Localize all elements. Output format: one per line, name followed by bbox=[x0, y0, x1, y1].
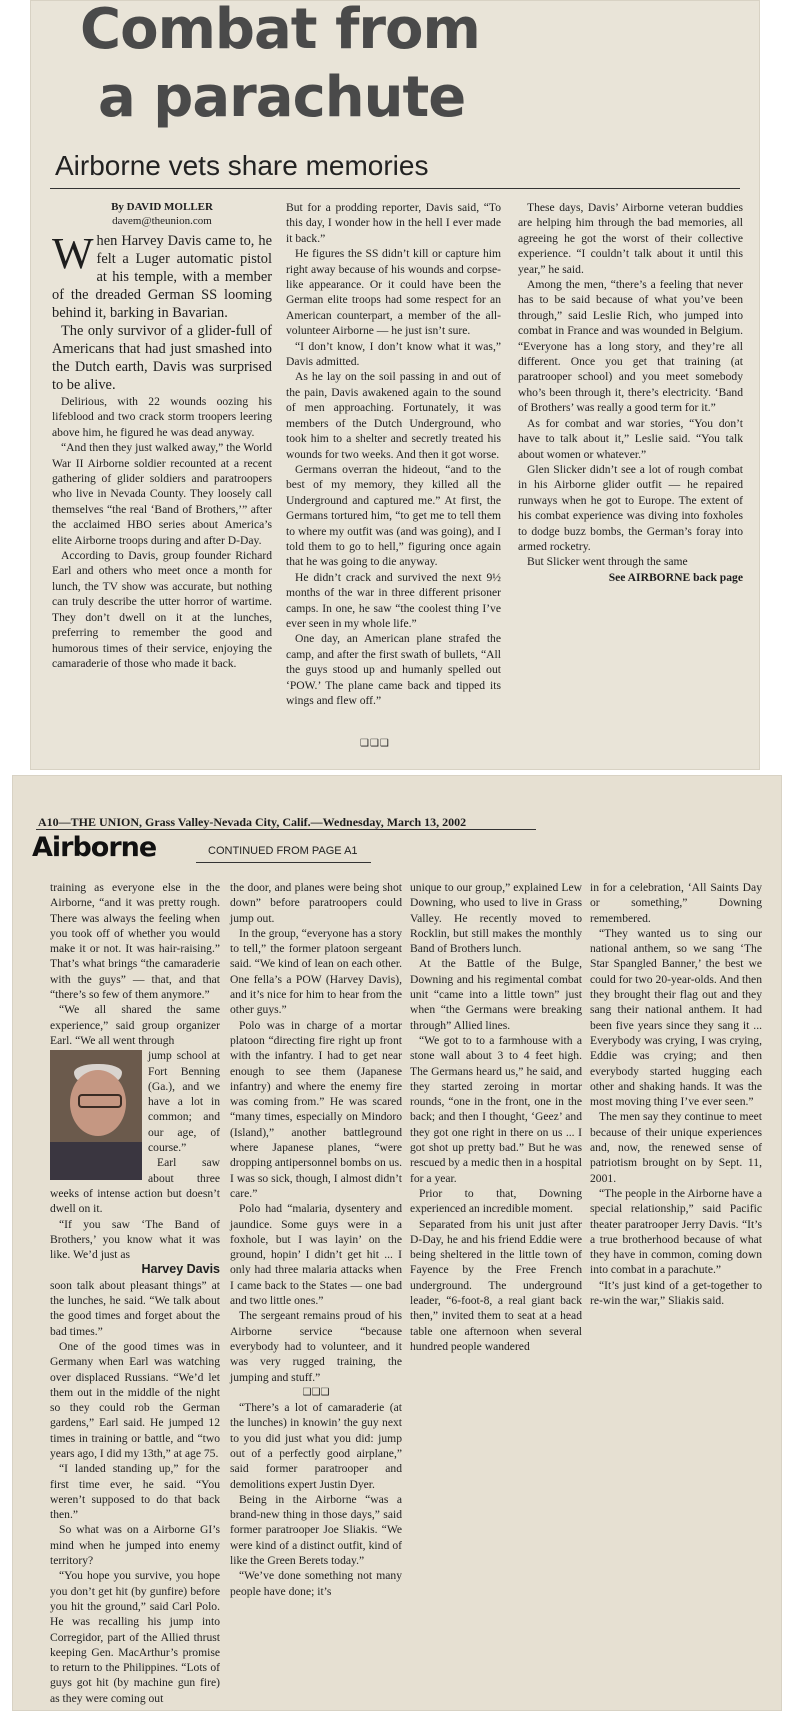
paragraph: The sergeant remains proud of his Airborne service “because everybody had to volunteer, and it was very rugged training, the jumping and stuff.” bbox=[230, 1309, 402, 1384]
headline-line-1: Combat from bbox=[80, 0, 480, 62]
deck-rule bbox=[50, 188, 740, 189]
paragraph: So what was on a Airborne GI’s mind when he jumped into enemy territory? bbox=[50, 1523, 220, 1568]
lede-paragraph: When Harvey Davis came to, he felt a Luger automatic pistol at his temple, with a member of the dreaded German SS looming behind it, barking in Bavarian. bbox=[52, 229, 272, 321]
paragraph: Among the men, “there’s a feeling that never has to be said because of what you’ve been through,” said Leslie Rich, who jumped into combat in France and was wounded in Belgium. “Everyone has a long story, and they’re all different. Once you get that training (at paratrooper school) and you meet somebody who’s been through it, there’s electricity. ‘Band of Brothers’ was really a good term for it.” bbox=[518, 278, 743, 415]
continued-column-4 bbox=[590, 880, 762, 1308]
pull-paragraph: The only survivor of a glider-full of Americans that had just smashed into the Dutch earth, Davis was surprised to be alive. bbox=[52, 323, 272, 393]
end-dingbat: ❑❑❑ bbox=[360, 738, 390, 749]
article-column-2 bbox=[286, 200, 501, 708]
harvey-davis-photo bbox=[50, 1050, 142, 1180]
paragraph: “We’ve done something not many people have done; it’s bbox=[230, 1569, 402, 1598]
paragraph: Separated from his unit just after D-Day, he and his friend Eddie were being sheltered in the little town of Fayence by the Free French underground. The underground leader, “6-foot-8, a real giant back then,” invited them to seat at a head table one afternoon when several hundred people wandered bbox=[410, 1217, 582, 1353]
front-page-clipping bbox=[30, 0, 760, 770]
paragraph: unique to our group,” explained Lew Downing, who used to live in Grass Valley. He recently moved to Rocklin, but still makes the monthly Band of Brothers lunch. bbox=[410, 881, 582, 956]
paragraph: Prior to that, Downing experienced an incredible moment. bbox=[410, 1186, 582, 1216]
author-email: davem@theunion.com bbox=[112, 215, 212, 227]
paragraph: jump school at Fort Benning (Ga.), and we have a lot in common; and our age, of course.” bbox=[148, 1049, 220, 1155]
paragraph: “The people in the Airborne have a special relationship,” said Pacific theater paratrooper Jerry Davis. “It’s a true brotherhood because of what they have in common, coming down into combat in a parachute.” bbox=[590, 1186, 762, 1277]
page-folio: A10—THE UNION, Grass Valley-Nevada City, Calif.—Wednesday, March 13, 2002 bbox=[38, 815, 467, 829]
paragraph: Polo was in charge of a mortar platoon “directing fire right up front with the infantry. I had to get near enough to see them (Japanese infantry) and where the enemy fire was coming from.” He was scared “many times, especially on Mindoro (Island),” another battleground where Japanese planes, “were dropping antipersonnel bombs on us. I was so sick, though, I almost didn’t care.” bbox=[230, 1018, 402, 1200]
photo-caption: Harvey Davis bbox=[141, 1262, 220, 1277]
paragraph: Earl saw about three weeks of intense action but doesn’t dwell on it. bbox=[50, 1156, 220, 1216]
paragraph: “You hope you survive, you hope you don’t get hit (by gunfire) before you hit the ground,” said Carl Polo. He was recalling his jump into Corregidor, part of the Allied thrust keeping Gen. MacArthur’s promise to return to the Philippines. “Lots of guys got hit (by machine gun fire) as they were coming out bbox=[50, 1569, 220, 1705]
paragraph: The men say they continue to meet because of their unique experiences and, now, the renewed sense of patriotism brought on by Sept. 11, 2001. bbox=[590, 1110, 762, 1185]
paragraph: As he lay on the soil passing in and out of the pain, Davis awakened again to the sound of men approaching. Fortunately, it was members of the Dutch Underground, who took him to a shelter and secretly treated his wounds for two weeks. And then it got worse. bbox=[286, 370, 501, 461]
drop-cap: W bbox=[52, 229, 94, 278]
paragraph: But Slicker went through the same bbox=[527, 555, 688, 569]
continued-column-2 bbox=[230, 880, 402, 1599]
paragraph: He figures the SS didn’t kill or capture him right away because of his wounds and corpse-like appearance. Or it could have been the German elite troops had some respect for an American counterpart, a member of the all-volunteer Airborne — he just isn’t sure. bbox=[286, 247, 501, 338]
paragraph: soon talk about pleasant things” at the lunches, he said. “We talk about the good times and forget about the bad times.” bbox=[50, 1278, 220, 1338]
paragraph: “We all shared the same experience,” said group organizer Earl. “We all went through bbox=[50, 1003, 220, 1047]
paragraph: Polo had “malaria, dysentery and jaundice. Some guys were in a foxhole, but I was layin’ on the ground, hopin’ I didn’t get hit ... I only had three malaria attacks when I came back to the States — one bad and two little ones.” bbox=[230, 1202, 402, 1308]
paragraph: “I landed standing up,” for the first time ever, he said. “You weren’t supposed to do that back then.” bbox=[50, 1462, 220, 1522]
headline-line-2: a parachute bbox=[98, 65, 466, 130]
paragraph: in for a celebration, ‘All Saints Day or something,” Downing remembered. bbox=[590, 881, 762, 925]
paragraph: “It’s just kind of a get-together to re-win the war,” Sliakis said. bbox=[590, 1278, 762, 1308]
paragraph: He didn’t crack and survived the next 9½ months of the war in three different prisoner camps. In one, he saw “the coolest thing I’ve ever seen in my whole life.” bbox=[286, 570, 501, 630]
continued-column-1 bbox=[50, 880, 220, 1706]
paragraph: Being in the Airborne “was a brand-new thing in those days,” said former paratrooper Joe Sliakis. “We were kind of a distinct outfit, kind of like the Green Berets today.” bbox=[230, 1492, 402, 1568]
paragraph: “I don’t know, I don’t know what it was,” Davis admitted. bbox=[286, 339, 501, 369]
deck-headline: Airborne vets share memories bbox=[55, 150, 429, 181]
paragraph: At the Battle of the Bulge, Downing and his regimental combat unit “came into a little town” just when “the Germans were breaking through” Allied lines. bbox=[410, 957, 582, 1032]
continued-rule bbox=[196, 862, 371, 863]
paragraph: “There’s a lot of camaraderie (at the lunches) in knowin’ the guy next to you did just what you did: jump out of a perfectly good airplane,” said former paratrooper and demolitions expert Justin Dyer. bbox=[230, 1401, 402, 1491]
continued-label: CONTINUED FROM PAGE A1 bbox=[208, 845, 358, 857]
paragraph: In the group, “everyone has a story to tell,” the former platoon sergeant said. “We kind of lean on each other. One fella’s a POW (Harvey Davis), and it’s nice for him to hear from the other guys.” bbox=[230, 926, 402, 1017]
continued-column-3 bbox=[410, 880, 582, 1354]
byline: By DAVID MOLLER bbox=[111, 201, 213, 213]
article-column-3 bbox=[518, 200, 743, 585]
paragraph: training as everyone else in the Airborne, “and it was pretty rough. There was always the feeling when you took off of whether you would make it or not. It was hair-raising.” That’s what brings “the camaraderie with the guys” — that, and that “there’s so few of them anymore.” bbox=[50, 881, 220, 1002]
paragraph: One of the good times was in Germany when Earl was watching over displaced Russians. “We’d let them out in the middle of the night so they could rob the German gardens,” Earl said. He jumped 12 times in training or battle, and “two years ago, I did my 13th,” at age 75. bbox=[50, 1339, 220, 1460]
article-column-1 bbox=[52, 200, 272, 671]
section-dingbat: ❑❑❑ bbox=[302, 1386, 330, 1398]
paragraph: Delirious, with 22 wounds oozing his lifeblood and two crack storm troopers leering above him, he figured he was dead anyway. bbox=[52, 395, 272, 439]
paragraph: “We got to to a farmhouse with a stone wall about 3 to 4 feet high. The Germans heard us,” he said, and they started zeroing in mortar rounds, “one in the front, one in the back; and then I thought, ‘Geez’ and they got one right in there on us ... I got shot up pretty bad.” But he was rescued by a medic then in a hospital for a year. bbox=[410, 1033, 582, 1185]
paragraph: “They wanted us to sing our national anthem, so we sang ‘The Star Spangled Banner,’ the best we could for two 20-year-olds. And then they brought their flag out and they sang their national anthem. It had been five years since they sang it ... Everybody was crying, I was crying, Eddie was crying; and then everybody started hugging each other and shaking hands. It was the most moving thing I’ve ever seen.” bbox=[590, 926, 762, 1109]
paragraph: “If you saw ‘The Band of Brothers,’ you know what it was like. We’d just as bbox=[50, 1217, 220, 1262]
paragraph: the door, and planes were being shot down” before paratroopers could jump out. bbox=[230, 881, 402, 925]
paragraph: According to Davis, group founder Richard Earl and others who meet once a month for lunch, the TV show was accurate, but nothing can truly describe the utter horror of wartime. They don’t dwell on it at the lunches, preferring to remember the good and humorous times of their service, enjoying the camaraderie of those who made it back. bbox=[52, 549, 272, 670]
paragraph: As for combat and war stories, “You don’t have to talk about it,” Leslie said. “You talk about women or whatever.” bbox=[518, 416, 743, 461]
section-headline: Airborne bbox=[32, 832, 157, 863]
folio-rule bbox=[36, 829, 536, 830]
paragraph: These days, Davis’ Airborne veteran buddies are helping him through the bad memories, all agreeing he got the worst of their collective experience. “I couldn’t talk about it until this year,” he said. bbox=[518, 201, 743, 276]
paragraph: Germans overran the hideout, “and to the best of my memory, they killed all the Underground and captured me.” At first, the Germans tortured him, “to get me to tell them to where my outfit was (and was going), and I told them to go to hell,” figuring once again that he was going to die anyway. bbox=[286, 462, 501, 569]
paragraph: But for a prodding reporter, Davis said, “To this day, I wonder how in the hell I ever made it back.” bbox=[286, 201, 501, 245]
paragraph: “And then they just walked away,” the World War II Airborne soldier recounted at a recent gathering of glider soldiers and paratroopers who live in Nevada County. They loosely call themselves “the real ‘Band of Brothers,’” after the acclaimed HBO series about America’s elite Airborne troops during and after D-Day. bbox=[52, 441, 272, 547]
paragraph: Glen Slicker didn’t see a lot of rough combat in his Airborne glider outfit — he repaired runways when he got to Europe. The extent of his combat experience was diving into foxholes to dodge buzz bombs, the German’s foray into armed rocketry. bbox=[518, 462, 743, 553]
paragraph: One day, an American plane strafed the camp, and after the first swath of bullets, “All the guys stood up and humanly spelled out ‘POW.’ The plane came back and tipped its wings and flew off.” bbox=[286, 632, 501, 707]
jump-line: See AIRBORNE back page bbox=[608, 570, 743, 584]
